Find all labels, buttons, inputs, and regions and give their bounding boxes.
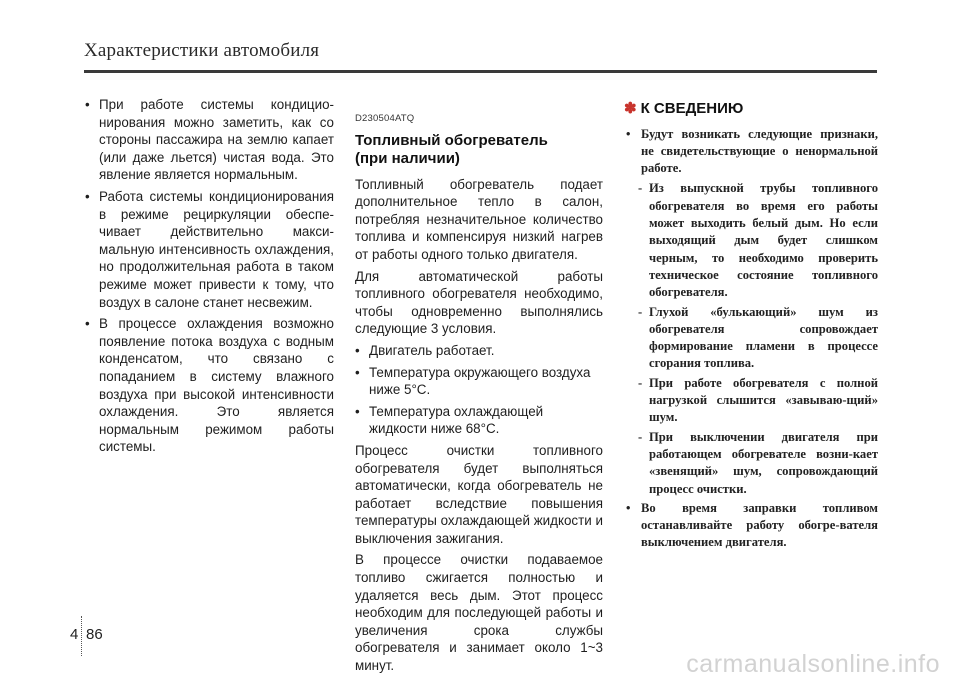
watermark: carmanualsonline.info: [686, 650, 940, 678]
paragraph: Процесс очистки топливного обогревателя будет выполняться автоматически, когда обогреватель не работает вследствие повышения температуры охлаждающей жидкости и выключения зажигания.: [355, 442, 603, 546]
column-middle: [355, 110, 603, 679]
note-subitem: - При работе обогревателя с полной нагрузкой слышится «завываю-щий» шум.: [624, 375, 878, 427]
section-title-line1: Топливный обогреватель: [355, 131, 548, 149]
list-item: • При работе системы кондицио-нирования можно заметить, как со стороны пассажира на землю капает (или даже льется) чистая вода. Это явление является нормальным.: [82, 96, 334, 184]
column-left: [82, 96, 334, 460]
note-heading-label: К СВЕДЕНИЮ: [640, 100, 744, 117]
condition-item: • Температура охлаждающей жидкости ниже 68°C.: [355, 403, 603, 438]
paragraph: Для автоматической работы топливного обогревателя необходимо, чтобы одновременно выполнялись следующие 3 условия.: [355, 268, 603, 337]
asterisk-icon: ✽: [624, 100, 637, 117]
condition-item: • Температура окружающего воздуха ниже 5°C.: [355, 364, 603, 399]
column-right: [624, 100, 878, 555]
section-number: 4: [70, 626, 79, 643]
note-subitem: - Из выпускной трубы топливного обогревателя во время его работы может выходить белый дым. Но если выходящий дым будет слишком черным, то необходимо проверить техническое состояние топливного обогревателя.: [624, 180, 878, 301]
list-item: • В процессе охлаждения возможно появление потока воздуха с водным конденсатом, что связано с попаданием в систему влажного воздуха при высокой интенсивности охлаждения. Это является нормальным режимом работы системы.: [82, 315, 334, 456]
footer-divider: [81, 616, 83, 656]
section-code: D230504ATQ: [355, 113, 415, 124]
note-item: • Во время заправки топливом останавливайте работу обогре-вателя выключением двигателя.: [624, 500, 878, 552]
paragraph: В процессе очистки подаваемое топливо сжигается полностью и удаляется весь дым. Этот процесс необходим для последующей работы и увеличения срока службы обогревателя и занимает около 1~3 минут.: [355, 552, 603, 674]
section-title-line2: (при наличии): [355, 149, 460, 167]
header-divider: [84, 70, 877, 73]
list-item: • Работа системы кондиционирования в режиме рециркуляции обеспе-чивает действительно макси-мальную интенсивность охлаждения, но продолжительная работа в таком режиме может привести к тому, что воздух в салоне станет несвежим.: [82, 188, 334, 311]
note-subitem: - Глухой «булькающий» шум из обогревателя сопровождает формирование пламени в процессе сгорания топлива.: [624, 304, 878, 373]
section-title: [355, 132, 603, 168]
ac-notes-list: [82, 96, 334, 456]
paragraph: Топливный обогреватель подает дополнительное тепло в салон, потребляя незначительное количество топлива и компенсируя низкий нагрев от работы одного только двигателя.: [355, 176, 603, 262]
page-number: 86: [86, 626, 103, 643]
note-subitem: - При выключении двигателя при работающем обогревателе возни-кает «звенящий» шум, сопровождающий процесс очистки.: [624, 429, 878, 498]
note-body: [624, 126, 878, 552]
condition-item: • Двигатель работает.: [355, 342, 603, 360]
note-item: • Будут возникать следующие признаки, не свидетельствующие о ненормальной работе.: [624, 126, 878, 178]
note-heading: [624, 100, 878, 118]
page-header-title: Характеристики автомобиля: [84, 40, 320, 61]
